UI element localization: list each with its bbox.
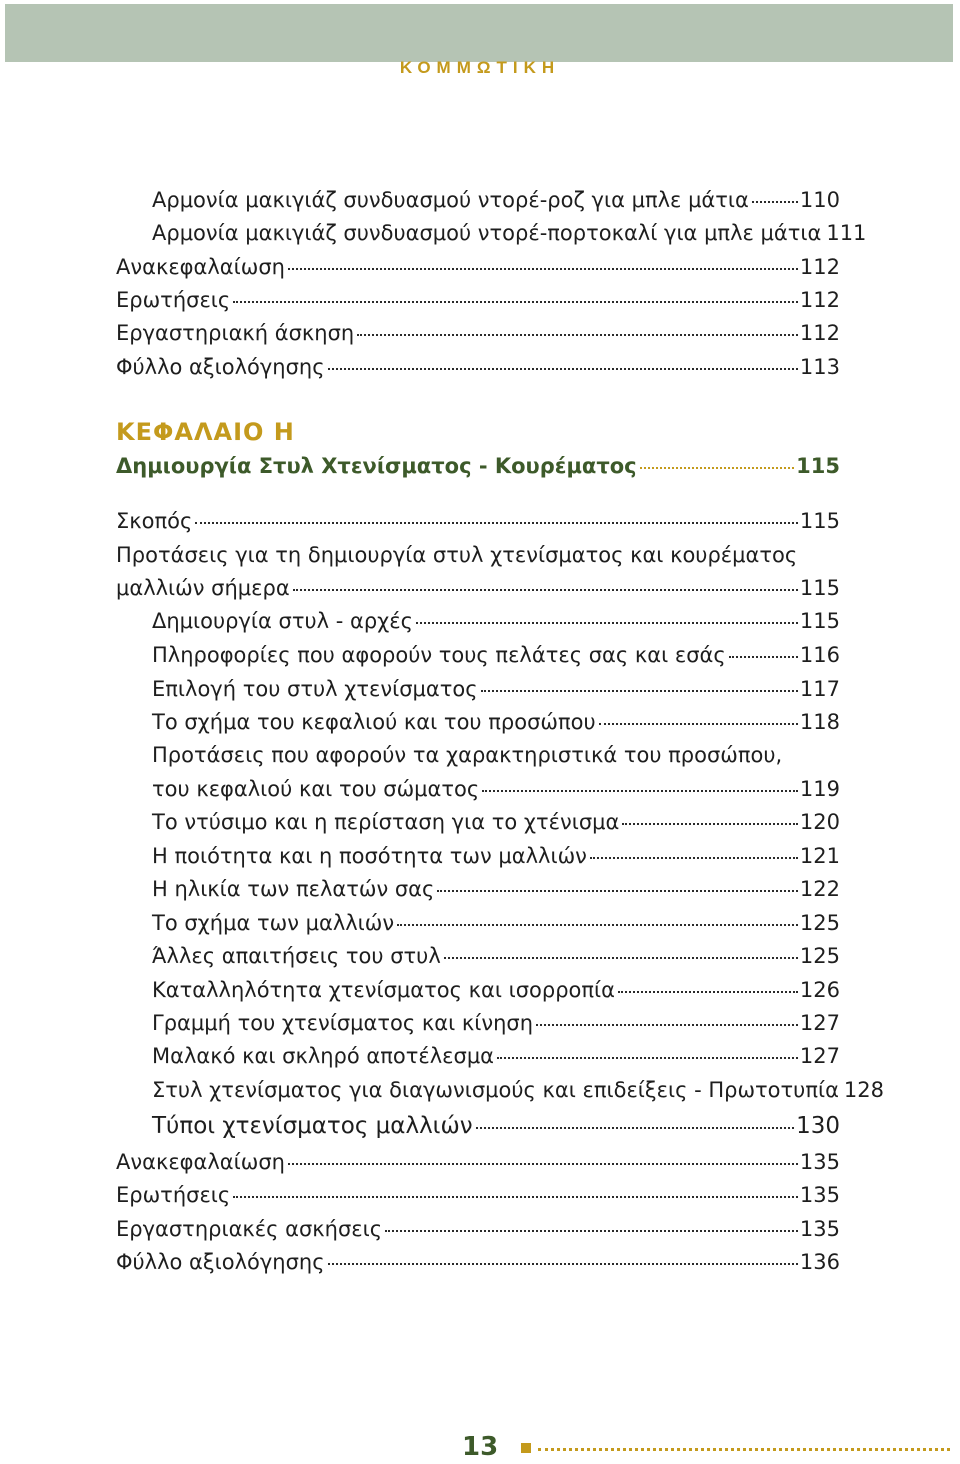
dot-leader [357, 334, 798, 336]
dot-leader [590, 857, 798, 859]
toc-entry-title: Το ντύσιμο και η περίσταση για το χτένισμα [152, 810, 620, 834]
toc-entry-title: του κεφαλιού και του σώματος [152, 777, 480, 801]
footer-square-marker [521, 1443, 531, 1453]
toc-entry-title: Ερωτήσεις [116, 1183, 231, 1207]
toc-entry-title: Δημιουργία στυλ - αρχές [152, 609, 413, 633]
toc-entry-page: 117 [799, 677, 840, 701]
toc-entry [152, 608, 840, 634]
toc-entry [152, 876, 840, 902]
toc-entry [152, 1043, 840, 1069]
toc-entry [152, 977, 840, 1003]
toc-entry-page: 135 [799, 1150, 840, 1174]
toc-entry-title: Ανακεφαλαίωση [116, 1150, 285, 1174]
dot-leader [599, 723, 798, 725]
toc-entry [152, 809, 840, 835]
dot-leader [288, 268, 798, 270]
dot-leader [444, 957, 798, 959]
toc-entry [116, 354, 840, 380]
toc-entry-title-line: Προτάσεις που αφορούν τα χαρακτηριστικά του προσώπου, [152, 743, 783, 767]
toc-entry-page: 112 [799, 255, 840, 279]
dot-leader [328, 368, 798, 370]
toc-entry-title: Επιλογή του στυλ χτενίσματος [152, 677, 478, 701]
toc-entry-page: 120 [799, 810, 840, 834]
dot-leader [233, 1196, 798, 1198]
dot-leader [497, 1057, 798, 1059]
toc-entry-title: Στυλ χτενίσματος για διαγωνισμούς και επιδείξεις - Πρωτοτυπία [152, 1078, 839, 1102]
dot-leader [536, 1024, 798, 1026]
toc-entry-title-line: Προτάσεις για τη δημιουργία στυλ χτενίσματος και κουρέματος [116, 543, 798, 567]
toc-entry-page: 130 [796, 1113, 840, 1139]
toc-entry [152, 910, 840, 936]
toc-entry-page: 116 [799, 643, 840, 667]
footer-dotted-rule [538, 1448, 950, 1451]
toc-entry-title: Σκοπός [116, 509, 193, 533]
toc-entry [116, 1216, 840, 1242]
toc-entry [152, 843, 840, 869]
toc-entry-title: Φύλλο αξιολόγησης [116, 1250, 325, 1274]
toc-entry-title: Εργαστηριακή άσκηση [116, 321, 355, 345]
toc-entry [152, 943, 840, 969]
dot-leader [622, 823, 798, 825]
toc-entry-page: 125 [799, 911, 840, 935]
dot-leader [233, 301, 798, 303]
toc-entry [152, 1010, 840, 1036]
dot-leader [397, 924, 798, 926]
toc-entry-page: 136 [799, 1250, 840, 1274]
toc-entry [152, 220, 867, 246]
toc-entry-title: μαλλιών σήμερα [116, 576, 290, 600]
toc-entry-page: 127 [799, 1044, 840, 1068]
toc-entry-title: Καταλληλότητα χτενίσματος και ισορροπία [152, 978, 615, 1002]
toc-entry-title: Αρμονία μακιγιάζ συνδυασμού ντορέ-ροζ για μπλε μάτια [152, 188, 749, 212]
dot-leader [288, 1163, 798, 1165]
dot-leader [482, 790, 798, 792]
toc-entry [152, 709, 840, 735]
toc-entry-page: 135 [799, 1217, 840, 1241]
toc-entry [152, 1077, 885, 1103]
chapter-title-entry [116, 453, 840, 479]
toc-entry-page: 115 [799, 576, 840, 600]
toc-entry-title: Ανακεφαλαίωση [116, 255, 285, 279]
toc-entry-page: 118 [799, 710, 840, 734]
toc-entry-page: 128 [843, 1078, 885, 1102]
toc-entry [116, 508, 840, 534]
toc-entry [152, 187, 840, 213]
toc-entry-page: 135 [799, 1183, 840, 1207]
chapter-title: Δημιουργία Στυλ Χτενίσματος - Κουρέματος [116, 454, 637, 478]
toc-entry-title: Η ηλικία των πελατών σας [152, 877, 435, 901]
dot-leader [437, 890, 798, 892]
toc-entry-page: 119 [799, 777, 840, 801]
toc-entry-title: Εργαστηριακές ασκήσεις [116, 1217, 383, 1241]
toc-entry-title: Άλλες απαιτήσεις του στυλ [152, 944, 441, 968]
toc-entry [116, 1249, 840, 1275]
toc-entry [152, 776, 840, 802]
toc-entry-page: 112 [799, 321, 840, 345]
toc-entry-page: 112 [799, 288, 840, 312]
toc-entry-page: 113 [799, 355, 840, 379]
toc-entry-page: 126 [799, 978, 840, 1002]
dot-leader [476, 1127, 795, 1129]
toc-entry-title: Γραμμή του χτενίσματος και κίνηση [152, 1011, 534, 1035]
toc-entry [152, 642, 840, 668]
dot-leader [618, 991, 798, 993]
dot-leader [293, 589, 798, 591]
toc-entry [116, 1182, 840, 1208]
toc-entry-title: Πληροφορίες που αφορούν τους πελάτες σας και εσάς [152, 643, 726, 667]
toc-entry-title: Ερωτήσεις [116, 288, 231, 312]
toc-entry-title: Αρμονία μακιγιάζ συνδυασμού ντορέ-πορτοκαλί για μπλε μάτια [152, 221, 822, 245]
dot-leader [385, 1230, 798, 1232]
toc-entry [116, 575, 840, 601]
toc-entry [116, 320, 840, 346]
header-band [5, 4, 953, 62]
toc-entry-title: Το σχήμα των μαλλιών [152, 911, 395, 935]
dot-leader [729, 656, 798, 658]
dot-leader [640, 467, 795, 469]
toc-entry-page: 127 [799, 1011, 840, 1035]
toc-entry [152, 1113, 840, 1139]
running-head: ΚΟΜΜΩΤΙΚΗ [399, 58, 561, 77]
toc-entry-page: 125 [799, 944, 840, 968]
chapter-label: ΚΕΦΑΛΑΙΟ Η [116, 418, 295, 446]
toc-entry-page: 121 [799, 844, 840, 868]
dot-leader [752, 201, 798, 203]
toc-entry-title: Το σχήμα του κεφαλιού και του προσώπου [152, 710, 596, 734]
toc-entry-title: Η ποιότητα και η ποσότητα των μαλλιών [152, 844, 587, 868]
toc-entry-page: 111 [826, 221, 867, 245]
toc-entry [116, 254, 840, 280]
toc-entry-title: Τύποι χτενίσματος μαλλιών [152, 1113, 473, 1139]
toc-entry-title: Μαλακό και σκληρό αποτέλεσμα [152, 1044, 495, 1068]
page-number: 13 [462, 1432, 499, 1462]
dot-leader [481, 690, 798, 692]
chapter-page: 115 [796, 454, 840, 478]
dot-leader [416, 622, 798, 624]
toc-entry-page: 110 [799, 188, 840, 212]
dot-leader [328, 1263, 798, 1265]
toc-entry-page: 115 [799, 509, 840, 533]
toc-entry [116, 287, 840, 313]
dot-leader [195, 522, 798, 524]
toc-entry [116, 1149, 840, 1175]
toc-entry-title: Φύλλο αξιολόγησης [116, 355, 325, 379]
toc-entry [152, 676, 840, 702]
toc-entry-page: 115 [799, 609, 840, 633]
toc-entry-page: 122 [799, 877, 840, 901]
